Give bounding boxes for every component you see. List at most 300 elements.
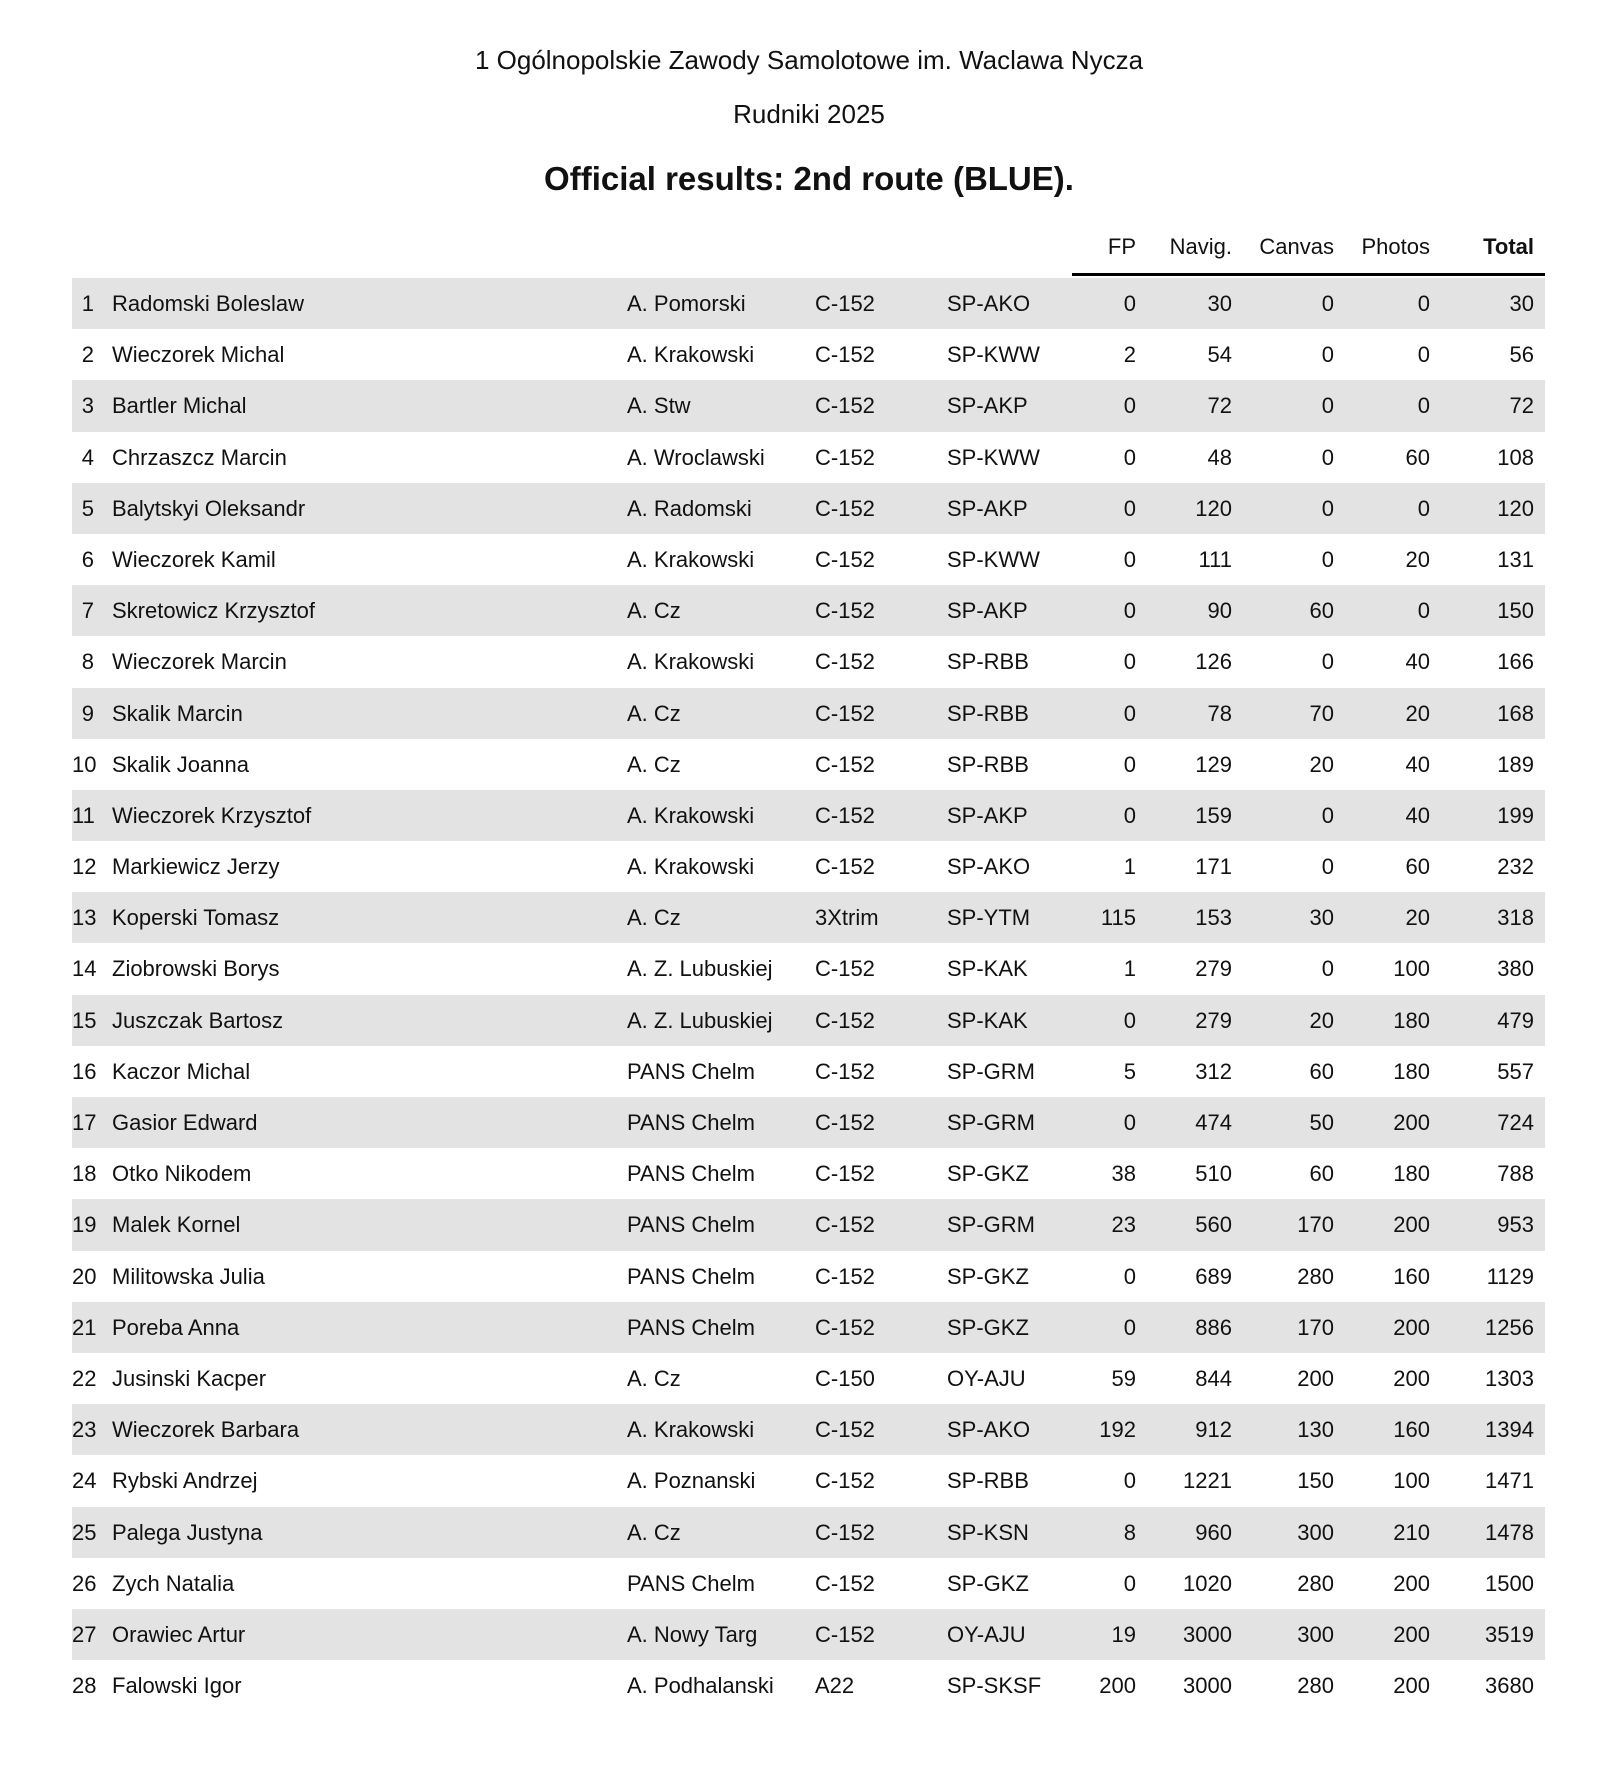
table-row xyxy=(72,892,1545,943)
cell-aircraft: C-152 xyxy=(815,393,875,419)
cell-fp: 0 xyxy=(1123,1314,1136,1340)
table-row xyxy=(72,1353,1545,1404)
cell-rank: 16 xyxy=(72,1058,97,1084)
cell-club: A. Cz xyxy=(627,1519,681,1545)
cell-canvas: 60 xyxy=(1309,1161,1334,1187)
cell-aircraft: C-152 xyxy=(815,649,875,675)
table-row xyxy=(72,1455,1545,1506)
cell-club: A. Cz xyxy=(627,751,681,777)
table-row xyxy=(72,1148,1545,1199)
cell-aircraft: C-152 xyxy=(815,1570,875,1596)
cell-aircraft: C-152 xyxy=(815,1263,875,1289)
cell-total: 1129 xyxy=(1486,1263,1534,1289)
cell-aircraft: C-152 xyxy=(815,1621,875,1647)
cell-navig: 312 xyxy=(1195,1058,1232,1084)
cell-aircraft: A22 xyxy=(815,1673,855,1699)
cell-navig: 279 xyxy=(1195,1007,1232,1033)
cell-club: A. Krakowski xyxy=(627,342,755,368)
cell-total: 1303 xyxy=(1485,1365,1534,1391)
table-row xyxy=(72,380,1545,431)
cell-reg: SP-GKZ xyxy=(947,1161,1029,1187)
cell-photos: 40 xyxy=(1405,802,1430,828)
table-row xyxy=(72,1251,1545,1302)
cell-fp: 0 xyxy=(1123,1263,1136,1289)
cell-aircraft: C-152 xyxy=(815,1161,875,1187)
cell-navig: 844 xyxy=(1195,1365,1232,1391)
cell-total: 557 xyxy=(1497,1058,1534,1084)
cell-club: PANS Chelm xyxy=(627,1058,755,1084)
cell-name: Otko Nikodem xyxy=(112,1161,252,1187)
cell-total: 232 xyxy=(1497,854,1534,880)
cell-name: Radomski Boleslaw xyxy=(112,291,304,316)
table-row xyxy=(72,534,1545,585)
cell-aircraft: C-152 xyxy=(815,291,875,316)
cell-rank: 10 xyxy=(72,751,97,777)
cell-reg: SP-KAK xyxy=(947,956,1028,982)
cell-club: A. Nowy Targ xyxy=(627,1621,758,1647)
cell-aircraft: C-152 xyxy=(815,1058,875,1084)
cell-reg: SP-AKP xyxy=(947,598,1028,624)
cell-reg: SP-GRM xyxy=(947,1058,1035,1084)
cell-rank: 28 xyxy=(72,1673,97,1699)
table-row xyxy=(72,1660,1545,1711)
cell-fp: 59 xyxy=(1111,1365,1136,1391)
cell-photos: 0 xyxy=(1417,291,1430,316)
cell-photos: 0 xyxy=(1417,598,1430,624)
cell-name: Wieczorek Michal xyxy=(112,342,285,368)
cell-reg: SP-GKZ xyxy=(947,1570,1029,1596)
cell-rank: 13 xyxy=(72,905,97,931)
cell-reg: SP-KWW xyxy=(947,342,1040,368)
cell-canvas: 70 xyxy=(1309,700,1334,726)
results-table xyxy=(72,278,1545,1711)
cell-fp: 0 xyxy=(1123,649,1136,675)
cell-fp: 0 xyxy=(1123,802,1136,828)
cell-aircraft: 3Xtrim xyxy=(815,905,879,931)
cell-rank: 3 xyxy=(81,393,94,419)
cell-canvas: 300 xyxy=(1297,1621,1334,1647)
page-title: 1 Ogólnopolskie Zawody Samolotowe im. Waclawa Nycza xyxy=(474,45,1144,75)
cell-club: A. Cz xyxy=(627,905,681,931)
cell-name: Ziobrowski Borys xyxy=(112,956,280,982)
cell-photos: 180 xyxy=(1393,1058,1430,1084)
cell-aircraft: C-152 xyxy=(815,700,875,726)
cell-reg: SP-SKSF xyxy=(947,1673,1042,1699)
table-row xyxy=(72,1609,1545,1660)
cell-photos: 20 xyxy=(1405,700,1430,726)
cell-navig: 912 xyxy=(1195,1417,1232,1443)
cell-reg: SP-GRM xyxy=(947,1212,1035,1238)
cell-club: A. Radomski xyxy=(627,495,752,521)
cell-rank: 27 xyxy=(72,1621,97,1647)
cell-photos: 180 xyxy=(1393,1161,1430,1187)
cell-aircraft: C-152 xyxy=(815,854,875,880)
cell-name: Militowska Julia xyxy=(112,1263,265,1289)
cell-total: 1394 xyxy=(1485,1417,1534,1443)
cell-reg: SP-RBB xyxy=(947,1468,1029,1494)
table-row xyxy=(72,1097,1545,1148)
cell-navig: 279 xyxy=(1195,956,1232,982)
column-header-total: Total xyxy=(1483,234,1534,259)
cell-total: 1478 xyxy=(1485,1519,1534,1545)
cell-canvas: 0 xyxy=(1321,342,1334,368)
cell-total: 131 xyxy=(1497,546,1534,572)
cell-canvas: 0 xyxy=(1321,444,1334,470)
cell-total: 108 xyxy=(1497,444,1534,470)
cell-club: A. Z. Lubuskiej xyxy=(627,956,773,982)
cell-name: Zych Natalia xyxy=(112,1570,235,1596)
cell-club: A. Poznanski xyxy=(627,1468,756,1494)
cell-name: Rybski Andrzej xyxy=(112,1468,258,1494)
cell-photos: 20 xyxy=(1405,905,1430,931)
cell-canvas: 130 xyxy=(1297,1417,1334,1443)
cell-photos: 160 xyxy=(1393,1263,1430,1289)
cell-name: Wieczorek Barbara xyxy=(112,1417,300,1443)
cell-rank: 20 xyxy=(72,1263,97,1289)
cell-name: Wieczorek Krzysztof xyxy=(112,802,312,828)
cell-club: PANS Chelm xyxy=(627,1212,755,1238)
table-row xyxy=(72,278,1545,329)
cell-fp: 1 xyxy=(1123,956,1136,982)
cell-navig: 886 xyxy=(1195,1314,1232,1340)
cell-photos: 200 xyxy=(1393,1314,1430,1340)
cell-navig: 78 xyxy=(1207,700,1232,726)
cell-name: Koperski Tomasz xyxy=(112,905,280,931)
cell-canvas: 0 xyxy=(1321,854,1334,880)
cell-navig: 960 xyxy=(1195,1519,1232,1545)
column-header-fp: FP xyxy=(1107,234,1136,259)
cell-aircraft: C-152 xyxy=(815,546,875,572)
cell-aircraft: C-152 xyxy=(815,1314,875,1340)
table-row xyxy=(72,1046,1545,1097)
cell-reg: SP-GRM xyxy=(947,1110,1035,1135)
cell-fp: 19 xyxy=(1111,1621,1136,1647)
cell-total: 166 xyxy=(1497,649,1534,675)
cell-total: 1471 xyxy=(1485,1468,1534,1494)
cell-rank: 6 xyxy=(81,546,94,572)
cell-total: 56 xyxy=(1509,342,1534,368)
cell-photos: 0 xyxy=(1417,393,1430,419)
cell-navig: 153 xyxy=(1195,905,1232,931)
cell-name: Falowski Igor xyxy=(112,1673,242,1699)
header-rule xyxy=(1072,273,1545,276)
cell-name: Balytskyi Oleksandr xyxy=(112,495,306,521)
cell-aircraft: C-152 xyxy=(815,1519,875,1545)
cell-total: 72 xyxy=(1509,393,1534,419)
cell-rank: 5 xyxy=(81,495,94,521)
cell-photos: 100 xyxy=(1393,956,1430,982)
cell-aircraft: C-152 xyxy=(815,1468,875,1494)
cell-fp: 0 xyxy=(1123,1110,1136,1135)
cell-aircraft: C-152 xyxy=(815,598,875,624)
cell-reg: SP-AKP xyxy=(947,393,1028,419)
cell-aircraft: C-152 xyxy=(815,802,875,828)
cell-fp: 200 xyxy=(1099,1673,1136,1699)
cell-total: 953 xyxy=(1497,1212,1534,1238)
cell-rank: 26 xyxy=(72,1570,97,1596)
cell-aircraft: C-152 xyxy=(815,751,875,777)
cell-club: A. Podhalanski xyxy=(627,1673,774,1699)
cell-name: Poreba Anna xyxy=(112,1314,240,1340)
cell-fp: 1 xyxy=(1123,854,1136,880)
cell-fp: 115 xyxy=(1100,905,1136,931)
cell-rank: 15 xyxy=(72,1007,97,1033)
cell-rank: 2 xyxy=(81,342,94,368)
table-row xyxy=(72,790,1545,841)
cell-club: A. Pomorski xyxy=(627,291,746,316)
cell-photos: 40 xyxy=(1405,751,1430,777)
cell-canvas: 0 xyxy=(1321,495,1334,521)
cell-reg: SP-KAK xyxy=(947,1007,1028,1033)
table-row xyxy=(72,585,1545,636)
cell-rank: 4 xyxy=(81,444,94,470)
column-header-navig: Navig. xyxy=(1169,234,1232,259)
cell-navig: 129 xyxy=(1195,751,1232,777)
cell-total: 3680 xyxy=(1485,1673,1534,1699)
cell-name: Orawiec Artur xyxy=(112,1621,246,1647)
cell-navig: 54 xyxy=(1207,342,1232,368)
cell-name: Skalik Marcin xyxy=(112,700,243,726)
results-heading: Official results: 2nd route (BLUE). xyxy=(544,160,1074,197)
cell-rank: 12 xyxy=(72,854,97,880)
cell-navig: 171 xyxy=(1195,854,1232,880)
cell-fp: 38 xyxy=(1111,1161,1136,1187)
cell-navig: 474 xyxy=(1195,1110,1232,1135)
cell-photos: 0 xyxy=(1417,495,1430,521)
cell-navig: 3000 xyxy=(1183,1621,1232,1647)
cell-reg: SP-KWW xyxy=(947,444,1040,470)
cell-navig: 560 xyxy=(1195,1212,1232,1238)
cell-total: 788 xyxy=(1497,1161,1534,1187)
cell-reg: SP-RBB xyxy=(947,751,1029,777)
cell-fp: 5 xyxy=(1123,1058,1136,1084)
cell-club: PANS Chelm xyxy=(627,1314,755,1340)
cell-photos: 0 xyxy=(1417,342,1430,368)
cell-reg: SP-KWW xyxy=(947,546,1040,572)
cell-total: 150 xyxy=(1497,598,1534,624)
table-row xyxy=(72,1302,1545,1353)
cell-name: Palega Justyna xyxy=(112,1519,263,1545)
cell-navig: 159 xyxy=(1195,802,1232,828)
cell-canvas: 280 xyxy=(1297,1263,1334,1289)
table-row xyxy=(72,1199,1545,1250)
cell-total: 380 xyxy=(1497,956,1534,982)
cell-rank: 11 xyxy=(72,802,95,828)
table-row xyxy=(72,841,1545,892)
cell-reg: SP-AKP xyxy=(947,495,1028,521)
cell-total: 1256 xyxy=(1485,1314,1534,1340)
cell-photos: 200 xyxy=(1393,1212,1430,1238)
cell-navig: 689 xyxy=(1195,1263,1232,1289)
cell-club: A. Cz xyxy=(627,598,681,624)
table-row xyxy=(72,995,1545,1046)
cell-club: A. Krakowski xyxy=(627,649,755,675)
cell-navig: 111 xyxy=(1198,546,1232,572)
cell-fp: 0 xyxy=(1123,291,1136,316)
cell-aircraft: C-152 xyxy=(815,1417,875,1443)
cell-fp: 0 xyxy=(1123,444,1136,470)
cell-total: 1500 xyxy=(1485,1570,1534,1596)
table-row xyxy=(72,1507,1545,1558)
cell-canvas: 20 xyxy=(1309,751,1334,777)
cell-fp: 23 xyxy=(1111,1212,1136,1238)
cell-fp: 0 xyxy=(1123,393,1136,419)
cell-club: A. Wroclawski xyxy=(627,444,765,470)
table-row xyxy=(72,329,1545,380)
cell-reg: SP-AKO xyxy=(947,1417,1031,1443)
cell-rank: 18 xyxy=(72,1161,97,1187)
cell-photos: 200 xyxy=(1393,1110,1430,1135)
cell-reg: OY-AJU xyxy=(947,1365,1026,1391)
cell-navig: 3000 xyxy=(1183,1673,1232,1699)
cell-name: Skretowicz Krzysztof xyxy=(112,598,315,624)
cell-name: Wieczorek Kamil xyxy=(112,546,276,572)
cell-canvas: 170 xyxy=(1297,1212,1334,1238)
table-row xyxy=(72,432,1545,483)
cell-rank: 19 xyxy=(72,1212,97,1238)
cell-fp: 192 xyxy=(1099,1417,1136,1443)
cell-club: A. Z. Lubuskiej xyxy=(627,1007,773,1033)
cell-name: Kaczor Michal xyxy=(112,1058,251,1084)
cell-navig: 120 xyxy=(1195,495,1232,521)
cell-reg: SP-RBB xyxy=(947,700,1029,726)
table-row xyxy=(72,1404,1545,1455)
cell-photos: 40 xyxy=(1405,649,1430,675)
cell-club: PANS Chelm xyxy=(627,1110,755,1135)
cell-rank: 7 xyxy=(81,598,94,624)
cell-fp: 0 xyxy=(1123,495,1136,521)
cell-fp: 0 xyxy=(1123,751,1136,777)
cell-fp: 0 xyxy=(1123,1007,1136,1033)
cell-club: A. Krakowski xyxy=(627,1417,755,1443)
cell-name: Skalik Joanna xyxy=(112,751,249,777)
cell-rank: 17 xyxy=(72,1110,97,1135)
cell-canvas: 280 xyxy=(1297,1673,1334,1699)
cell-club: PANS Chelm xyxy=(627,1161,755,1187)
cell-navig: 72 xyxy=(1207,393,1232,419)
cell-name: Markiewicz Jerzy xyxy=(112,854,280,880)
cell-canvas: 30 xyxy=(1309,905,1334,931)
cell-total: 3519 xyxy=(1485,1621,1534,1647)
cell-aircraft: C-152 xyxy=(815,1212,875,1238)
cell-navig: 30 xyxy=(1207,291,1232,316)
cell-canvas: 170 xyxy=(1297,1314,1334,1340)
cell-club: A. Cz xyxy=(627,700,681,726)
cell-canvas: 50 xyxy=(1309,1110,1334,1135)
cell-photos: 60 xyxy=(1405,444,1430,470)
cell-fp: 0 xyxy=(1123,700,1136,726)
cell-reg: SP-AKP xyxy=(947,802,1028,828)
cell-navig: 126 xyxy=(1195,649,1232,675)
cell-fp: 0 xyxy=(1123,1570,1136,1596)
cell-canvas: 150 xyxy=(1297,1468,1334,1494)
cell-reg: SP-RBB xyxy=(947,649,1029,675)
cell-name: Malek Kornel xyxy=(112,1212,241,1238)
table-row xyxy=(72,739,1545,790)
cell-rank: 8 xyxy=(81,649,94,675)
cell-reg: SP-AKO xyxy=(947,291,1031,316)
cell-club: A. Krakowski xyxy=(627,854,755,880)
cell-club: A. Krakowski xyxy=(627,802,755,828)
cell-club: PANS Chelm xyxy=(627,1570,755,1596)
cell-photos: 100 xyxy=(1393,1468,1430,1494)
cell-fp: 2 xyxy=(1123,342,1136,368)
cell-photos: 210 xyxy=(1393,1519,1430,1545)
cell-rank: 22 xyxy=(72,1365,97,1391)
table-row xyxy=(72,688,1545,739)
cell-total: 120 xyxy=(1497,495,1534,521)
cell-total: 168 xyxy=(1497,700,1534,726)
cell-photos: 200 xyxy=(1393,1673,1430,1699)
cell-reg: SP-YTM xyxy=(947,905,1031,931)
cell-aircraft: C-150 xyxy=(815,1365,875,1391)
page-subtitle: Rudniki 2025 xyxy=(733,99,885,129)
cell-total: 30 xyxy=(1509,291,1534,316)
cell-photos: 60 xyxy=(1405,854,1430,880)
cell-name: Chrzaszcz Marcin xyxy=(112,444,287,470)
cell-total: 479 xyxy=(1497,1007,1534,1033)
cell-photos: 160 xyxy=(1393,1417,1430,1443)
cell-reg: OY-AJU xyxy=(947,1621,1026,1647)
column-header-photos: Photos xyxy=(1361,234,1430,259)
cell-name: Wieczorek Marcin xyxy=(112,649,287,675)
cell-aircraft: C-152 xyxy=(815,444,875,470)
cell-canvas: 0 xyxy=(1321,546,1334,572)
cell-aircraft: C-152 xyxy=(815,1007,875,1033)
cell-aircraft: C-152 xyxy=(815,1110,875,1135)
cell-reg: SP-GKZ xyxy=(947,1314,1029,1340)
cell-navig: 90 xyxy=(1207,598,1232,624)
cell-canvas: 0 xyxy=(1321,956,1334,982)
cell-canvas: 60 xyxy=(1309,598,1334,624)
cell-reg: SP-KSN xyxy=(947,1519,1029,1545)
cell-photos: 200 xyxy=(1393,1570,1430,1596)
cell-navig: 1221 xyxy=(1183,1468,1232,1494)
cell-canvas: 0 xyxy=(1321,291,1334,316)
cell-club: A. Krakowski xyxy=(627,546,755,572)
cell-canvas: 0 xyxy=(1321,649,1334,675)
cell-fp: 8 xyxy=(1123,1519,1136,1545)
cell-aircraft: C-152 xyxy=(815,956,875,982)
cell-fp: 0 xyxy=(1123,1468,1136,1494)
cell-rank: 14 xyxy=(72,956,97,982)
cell-total: 189 xyxy=(1497,751,1534,777)
cell-rank: 24 xyxy=(72,1468,97,1494)
cell-fp: 0 xyxy=(1123,546,1136,572)
cell-canvas: 0 xyxy=(1321,393,1334,419)
table-row xyxy=(72,636,1545,687)
cell-photos: 180 xyxy=(1393,1007,1430,1033)
table-row xyxy=(72,943,1545,994)
cell-total: 318 xyxy=(1497,905,1534,931)
cell-total: 724 xyxy=(1497,1110,1534,1135)
cell-name: Bartler Michal xyxy=(112,393,247,419)
cell-aircraft: C-152 xyxy=(815,495,875,521)
table-row xyxy=(72,1558,1545,1609)
cell-rank: 1 xyxy=(81,291,94,316)
cell-reg: SP-AKO xyxy=(947,854,1031,880)
cell-navig: 510 xyxy=(1195,1161,1232,1187)
cell-rank: 21 xyxy=(72,1314,97,1340)
cell-name: Juszczak Bartosz xyxy=(112,1007,284,1033)
cell-rank: 23 xyxy=(72,1417,97,1443)
cell-name: Jusinski Kacper xyxy=(112,1365,267,1391)
cell-rank: 9 xyxy=(81,700,94,726)
cell-photos: 20 xyxy=(1405,546,1430,572)
cell-club: A. Cz xyxy=(627,1365,681,1391)
cell-canvas: 300 xyxy=(1297,1519,1334,1545)
cell-club: PANS Chelm xyxy=(627,1263,755,1289)
